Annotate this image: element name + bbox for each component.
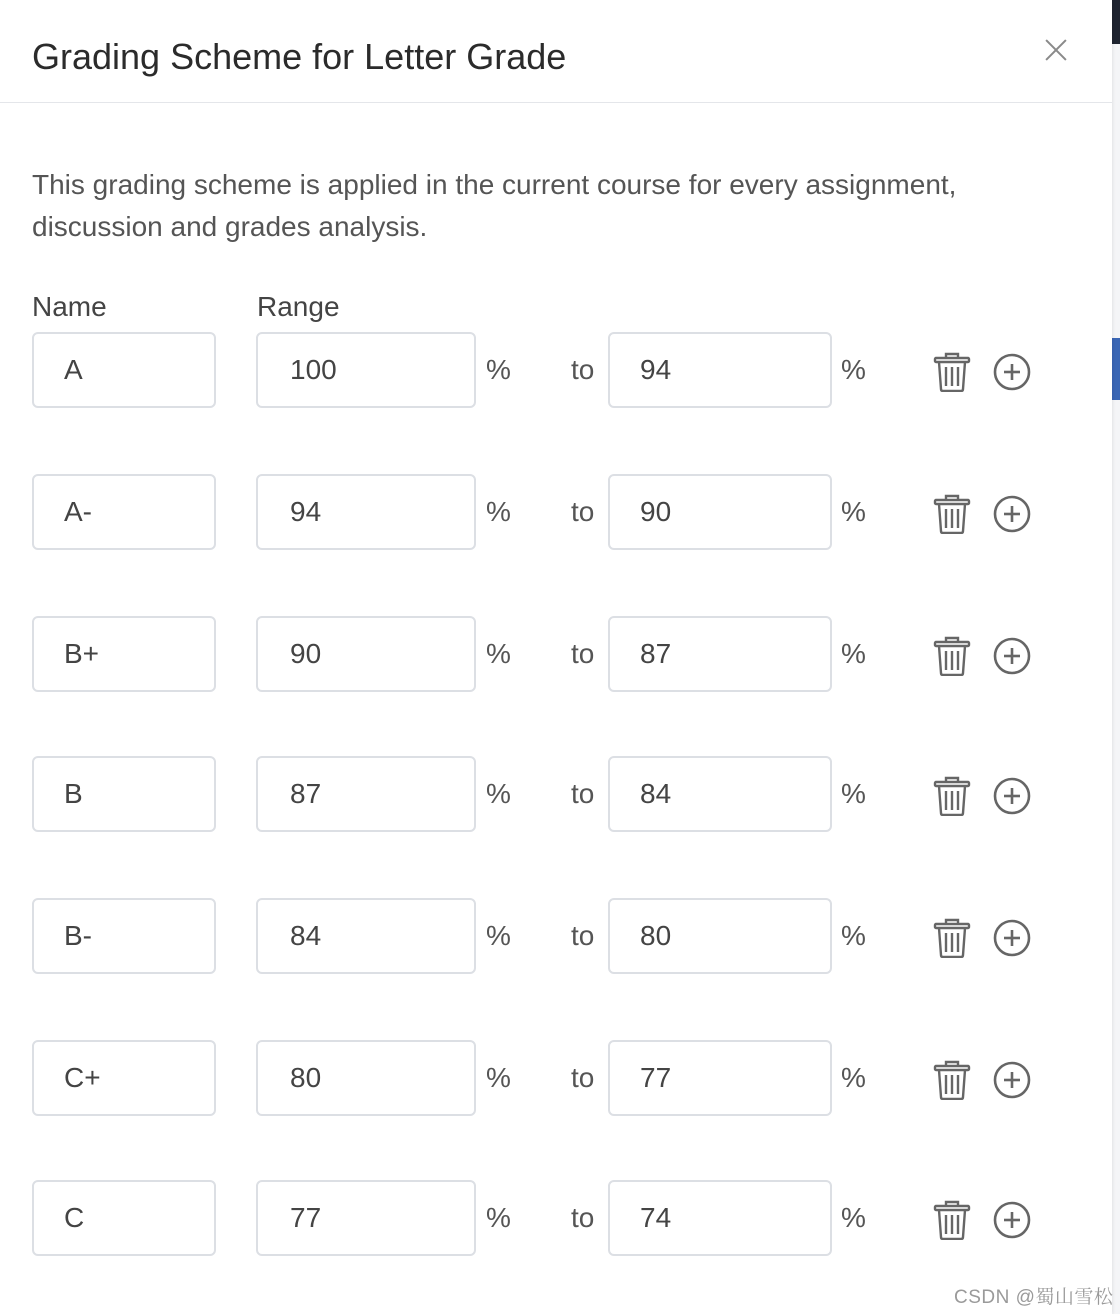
grade-name-input[interactable] <box>32 474 216 550</box>
plus-circle-icon[interactable] <box>992 1060 1032 1100</box>
percent-label: % <box>486 1202 511 1233</box>
range-to-input[interactable] <box>608 474 832 550</box>
to-label: to <box>571 1202 595 1233</box>
percent-label: % <box>841 1202 866 1233</box>
grade-name-input[interactable] <box>32 1040 216 1116</box>
range-from-input[interactable] <box>256 332 476 408</box>
watermark: CSDN @蜀山雪松 <box>954 1287 1114 1308</box>
range-from-input[interactable] <box>256 1040 476 1116</box>
grade-row <box>0 898 1112 978</box>
trash-icon[interactable] <box>933 776 971 816</box>
modal-header <box>0 0 1112 103</box>
trash-icon[interactable] <box>933 636 971 676</box>
percent-label: % <box>841 778 866 809</box>
range-from-input[interactable] <box>256 474 476 550</box>
grade-name-input[interactable] <box>32 332 216 408</box>
to-label: to <box>571 638 595 669</box>
percent-label: % <box>841 354 866 385</box>
to-label: to <box>571 1062 595 1093</box>
grade-name-input[interactable] <box>32 616 216 692</box>
percent-label: % <box>841 496 866 527</box>
percent-label: % <box>486 354 511 385</box>
range-to-input[interactable] <box>608 898 832 974</box>
plus-circle-icon[interactable] <box>992 776 1032 816</box>
plus-circle-icon[interactable] <box>992 352 1032 392</box>
plus-circle-icon[interactable] <box>992 918 1032 958</box>
range-from-input[interactable] <box>256 756 476 832</box>
grade-name-input[interactable] <box>32 898 216 974</box>
range-to-input[interactable] <box>608 332 832 408</box>
modal-title: Grading Scheme for Letter Grade <box>32 36 567 77</box>
to-label: to <box>571 778 595 809</box>
range-from-input[interactable] <box>256 1180 476 1256</box>
close-icon[interactable] <box>1040 34 1072 66</box>
background-highlight-strip <box>1112 338 1120 400</box>
trash-icon[interactable] <box>933 918 971 958</box>
trash-icon[interactable] <box>933 494 971 534</box>
percent-label: % <box>486 778 511 809</box>
grade-row <box>0 756 1112 836</box>
range-column-label: Range <box>257 291 340 322</box>
background-app-edge <box>1112 0 1120 1314</box>
percent-label: % <box>486 1062 511 1093</box>
to-label: to <box>571 496 595 527</box>
percent-label: % <box>486 920 511 951</box>
grade-row <box>0 1040 1112 1120</box>
to-label: to <box>571 354 595 385</box>
grade-row <box>0 474 1112 554</box>
range-to-input[interactable] <box>608 1040 832 1116</box>
trash-icon[interactable] <box>933 1200 971 1240</box>
range-to-input[interactable] <box>608 1180 832 1256</box>
percent-label: % <box>486 496 511 527</box>
modal-description: This grading scheme is applied in the current course for every assignment, discussion and grades analysis. <box>32 169 957 242</box>
percent-label: % <box>486 638 511 669</box>
trash-icon[interactable] <box>933 352 971 392</box>
range-to-input[interactable] <box>608 616 832 692</box>
name-column-label: Name <box>32 291 107 322</box>
to-label: to <box>571 920 595 951</box>
grade-row <box>0 1180 1112 1260</box>
range-from-input[interactable] <box>256 616 476 692</box>
plus-circle-icon[interactable] <box>992 636 1032 676</box>
percent-label: % <box>841 638 866 669</box>
grade-row <box>0 332 1112 412</box>
trash-icon[interactable] <box>933 1060 971 1100</box>
background-header-strip <box>1112 0 1120 44</box>
plus-circle-icon[interactable] <box>992 494 1032 534</box>
range-from-input[interactable] <box>256 898 476 974</box>
range-to-input[interactable] <box>608 756 832 832</box>
percent-label: % <box>841 920 866 951</box>
percent-label: % <box>841 1062 866 1093</box>
plus-circle-icon[interactable] <box>992 1200 1032 1240</box>
grade-row <box>0 616 1112 696</box>
grade-name-input[interactable] <box>32 756 216 832</box>
grade-name-input[interactable] <box>32 1180 216 1256</box>
